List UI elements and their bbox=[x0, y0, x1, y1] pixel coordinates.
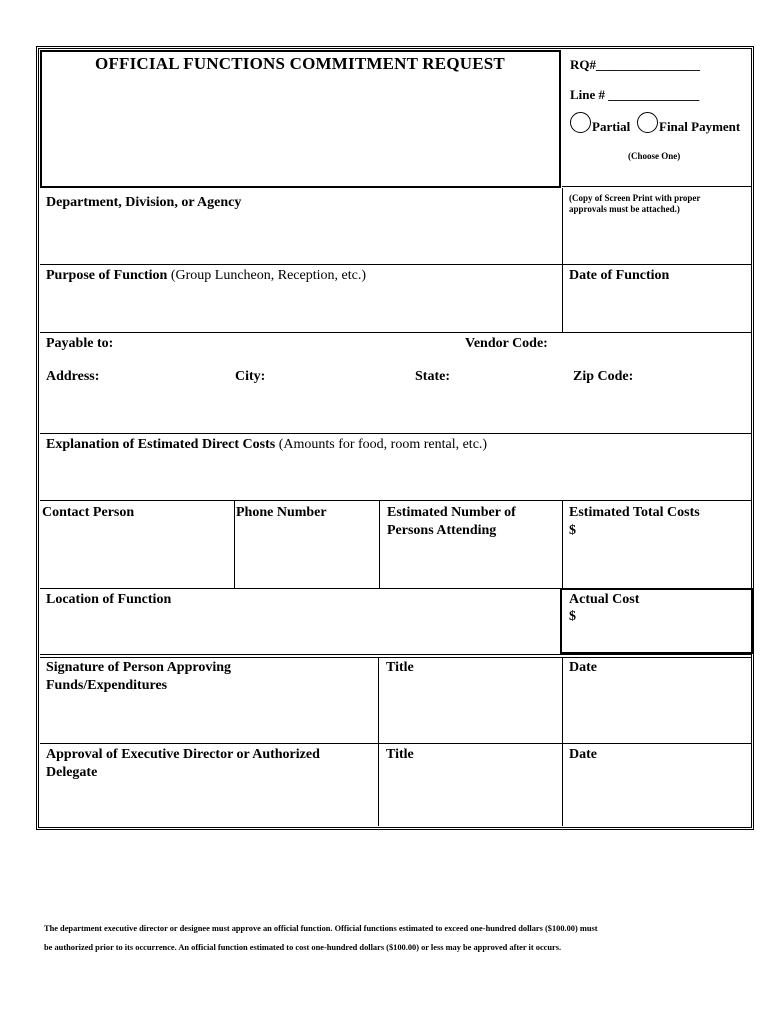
signature-title-label: Title bbox=[386, 660, 414, 675]
footer-line-2: be authorized prior to its occurrence. An official function estimated to cost one-hundred dollars ($100.00) or less may be approved after it occurs. bbox=[44, 943, 562, 952]
actual-cost-label: Actual Cost bbox=[569, 592, 640, 607]
approval-date-label: Date bbox=[569, 747, 597, 762]
estimated-dollar-sign: $ bbox=[569, 523, 576, 538]
approval-label: Approval of Executive Director or Authorized Delegate bbox=[46, 747, 320, 780]
contact-person-label: Contact Person bbox=[42, 505, 135, 520]
payable-to-label: Payable to: bbox=[46, 336, 114, 351]
footer-line-1: The department executive director or designee must approve an official function. Official functions estimated to exceed one-hundred dollars ($100.00) must bbox=[44, 924, 598, 933]
actual-dollar-sign: $ bbox=[569, 609, 576, 624]
signature-date-label: Date bbox=[569, 660, 597, 675]
form-title: OFFICIAL FUNCTIONS COMMITMENT REQUEST bbox=[95, 54, 505, 73]
estimated-total-costs-label: Estimated Total Costs bbox=[569, 505, 700, 520]
copy-note: (Copy of Screen Print with proper approvals must be attached.) bbox=[569, 193, 701, 214]
explanation-hint: (Amounts for food, room rental, etc.) bbox=[278, 437, 488, 452]
line-number-field[interactable]: Line # ______________ bbox=[570, 87, 700, 102]
location-label: Location of Function bbox=[46, 592, 172, 607]
final-payment-label: Final Payment bbox=[659, 119, 741, 134]
department-label: Department, Division, or Agency bbox=[46, 195, 242, 210]
purpose-label: Purpose of Function (Group Luncheon, Reception, etc.) bbox=[46, 268, 366, 283]
address-label: Address: bbox=[46, 369, 100, 384]
zip-code-label: Zip Code: bbox=[573, 369, 634, 384]
state-label: State: bbox=[415, 369, 450, 384]
city-label: City: bbox=[235, 369, 266, 384]
phone-number-label: Phone Number bbox=[236, 505, 327, 520]
estimated-persons-label: Estimated Number of Persons Attending bbox=[387, 505, 516, 538]
signature-label: Signature of Person Approving Funds/Expenditures bbox=[46, 660, 232, 693]
date-of-function-label: Date of Function bbox=[569, 268, 670, 283]
purpose-hint: (Group Luncheon, Reception, etc.) bbox=[170, 268, 366, 283]
vendor-code-label: Vendor Code: bbox=[465, 336, 548, 351]
choose-one-note: (Choose One) bbox=[628, 151, 681, 161]
rq-field[interactable]: RQ#________________ bbox=[570, 57, 700, 72]
partial-radio[interactable] bbox=[570, 112, 591, 133]
approval-title-label: Title bbox=[386, 747, 414, 762]
final-payment-radio[interactable] bbox=[637, 112, 658, 133]
explanation-label: Explanation of Estimated Direct Costs (Amounts for food, room rental, etc.) bbox=[46, 437, 488, 452]
partial-label: Partial bbox=[592, 119, 631, 134]
